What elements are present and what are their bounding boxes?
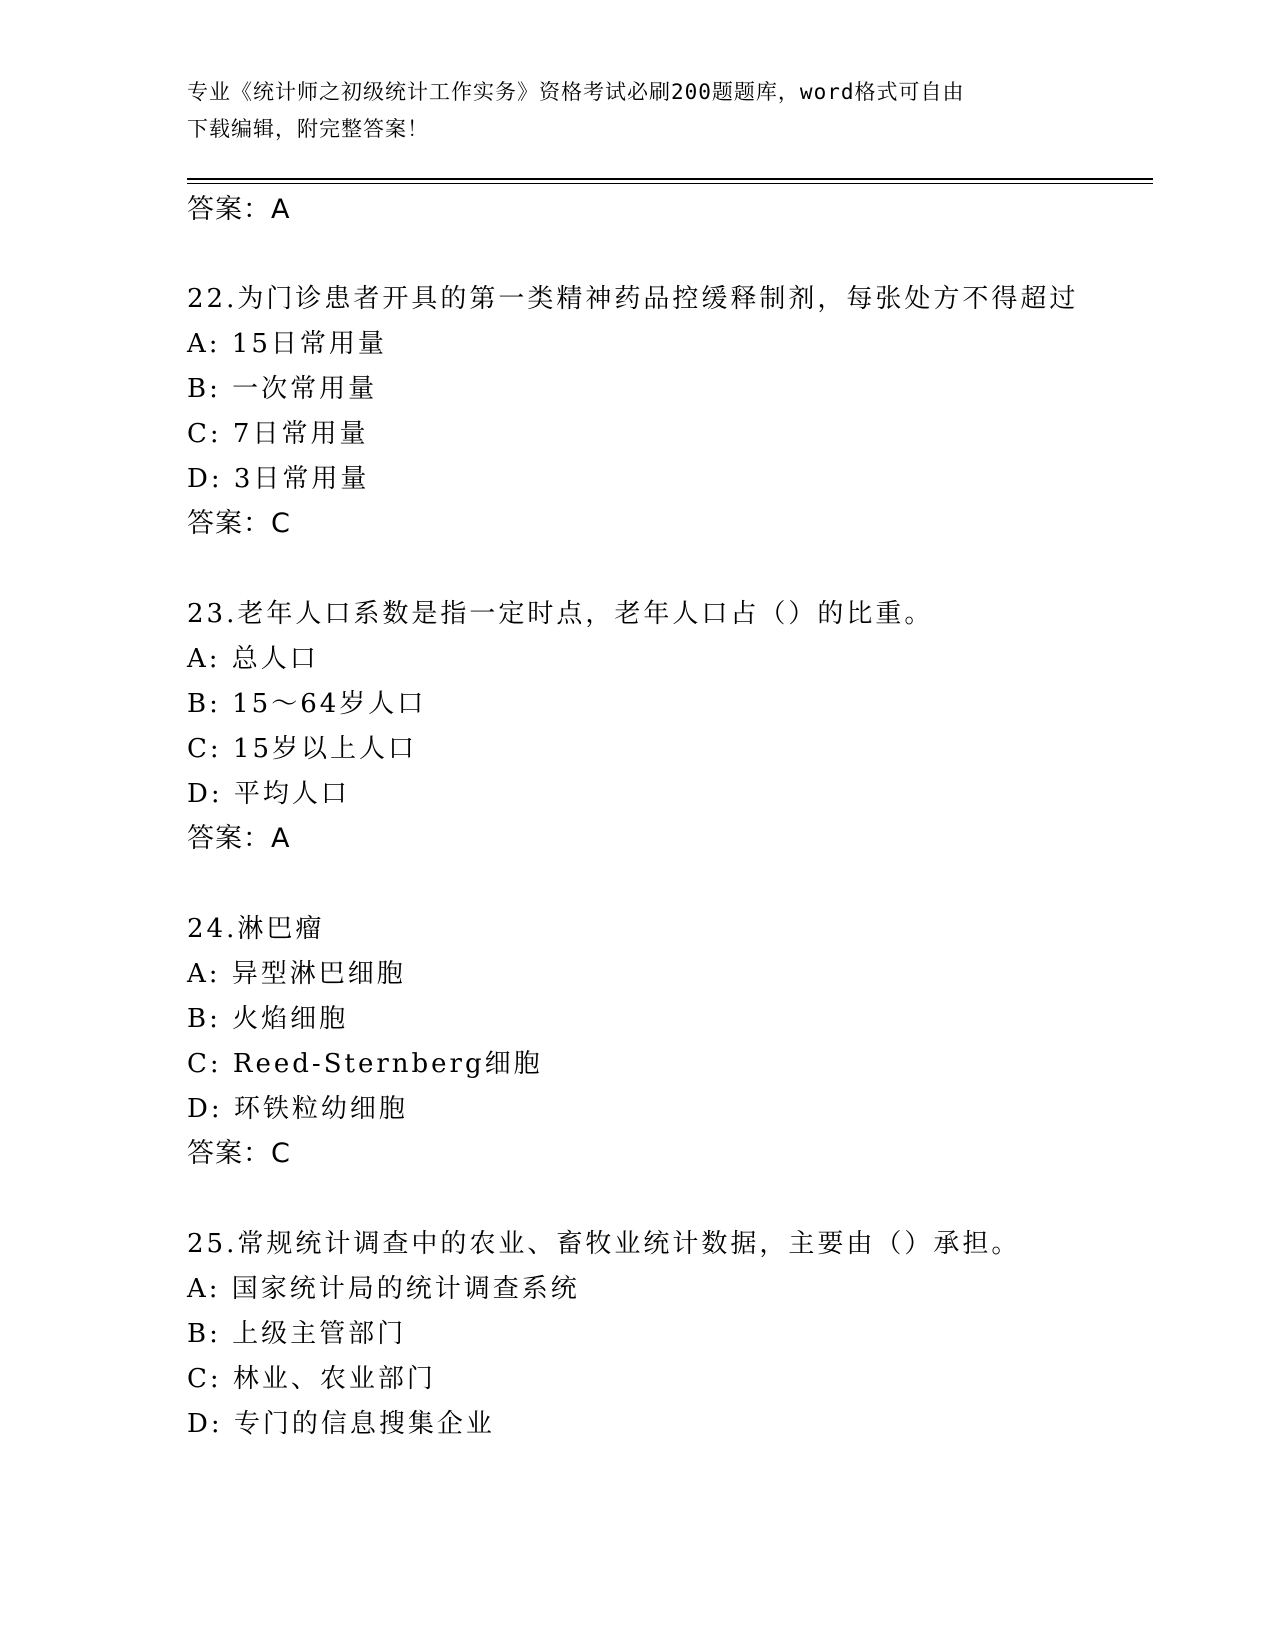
header-line-2: 下载编辑，附完整答案！	[187, 117, 429, 141]
document-header	[187, 74, 1067, 148]
header-line-1: 专业《统计师之初级统计工作实务》资格考试必刷200题题库，word格式可自由	[187, 80, 965, 104]
question-23-option-a: A: 总人口	[187, 644, 319, 674]
question-25-option-c: C: 林业、农业部门	[187, 1364, 436, 1394]
question-25-option-a: A: 国家统计局的统计调查系统	[187, 1274, 580, 1304]
question-25-stem: 25.常规统计调查中的农业、畜牧业统计数据，主要由（）承担。	[187, 1229, 1021, 1259]
question-24-answer: 答案：C	[187, 1138, 291, 1169]
question-22-option-a: A: 15日常用量	[187, 329, 387, 359]
question-24-option-d: D: 环铁粒幼细胞	[187, 1094, 408, 1124]
question-25-option-d: D: 专门的信息搜集企业	[187, 1409, 495, 1439]
question-23-answer: 答案：A	[187, 823, 291, 854]
question-25-option-b: B: 上级主管部门	[187, 1319, 407, 1349]
question-22-stem: 22.为门诊患者开具的第一类精神药品控缓释制剂，每张处方不得超过	[187, 284, 1079, 314]
question-23-option-d: D: 平均人口	[187, 779, 350, 809]
question-22-option-d: D: 3日常用量	[187, 464, 370, 494]
question-22-answer: 答案：C	[187, 508, 291, 539]
header-divider-thick	[187, 178, 1153, 180]
question-23-stem: 23.老年人口系数是指一定时点，老年人口占（）的比重。	[187, 599, 934, 629]
question-23-option-c: C: 15岁以上人口	[187, 734, 418, 764]
header-divider-thin	[187, 183, 1153, 184]
question-24-stem: 24.淋巴瘤	[187, 914, 325, 944]
previous-answer: 答案：A	[187, 194, 291, 225]
question-22-option-b: B: 一次常用量	[187, 374, 378, 404]
question-24-option-b: B: 火焰细胞	[187, 1004, 349, 1034]
question-23-option-b: B: 15～64岁人口	[187, 689, 427, 719]
question-24-option-c: C: Reed-Sternberg细胞	[187, 1049, 543, 1079]
question-24-option-a: A: 异型淋巴细胞	[187, 959, 406, 989]
question-22-option-c: C: 7日常用量	[187, 419, 369, 449]
